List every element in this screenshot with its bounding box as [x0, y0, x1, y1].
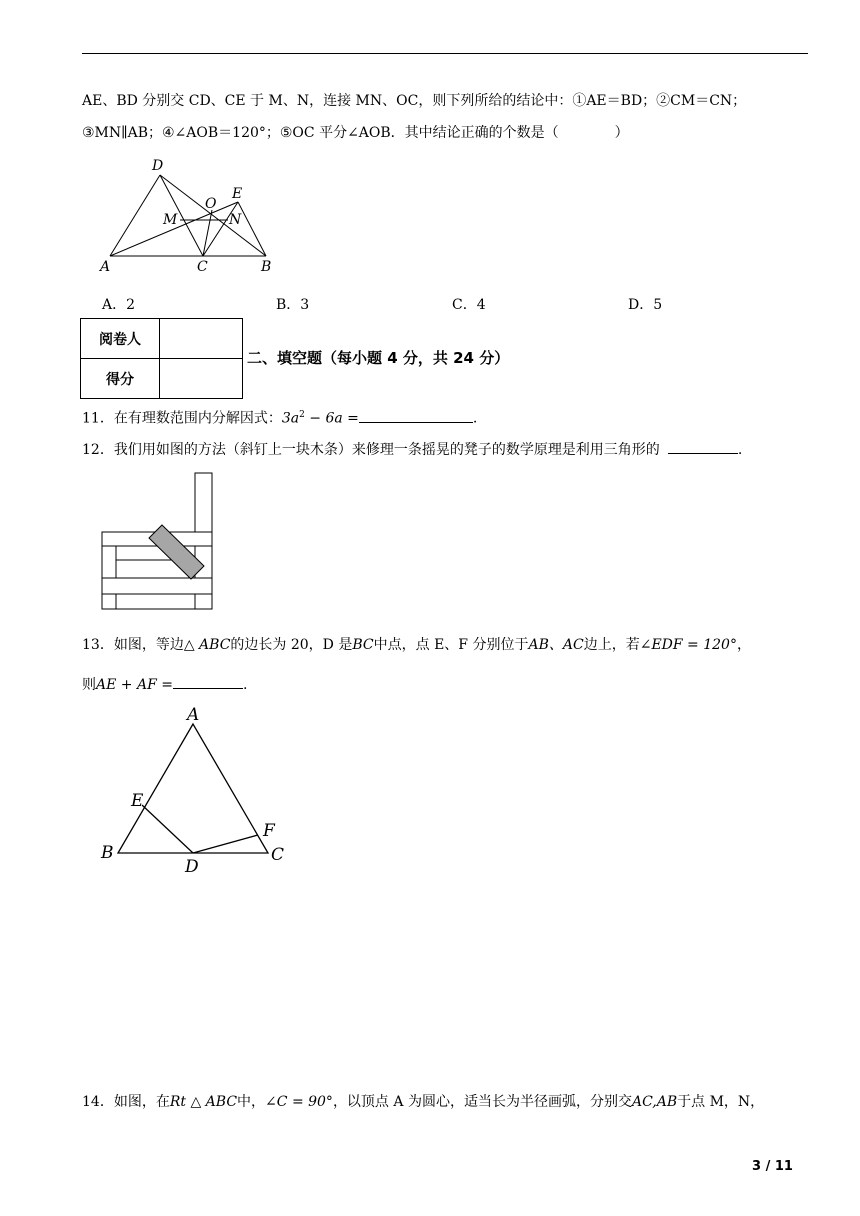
q13-expr: AE + AF = [96, 677, 173, 693]
q13-text-c: 中点，点 E、F 分别位于 [373, 637, 529, 653]
q13-angle: ∠EDF = 120° [639, 637, 737, 653]
question-12 [82, 439, 742, 460]
score-cell [160, 359, 243, 399]
q10-option-d: D．5 [628, 297, 663, 313]
q11-suffix: . [472, 410, 478, 427]
q10-option-a: A．2 [102, 297, 136, 313]
q10-label-n: N [229, 212, 242, 228]
q13-ab-ac: AB、AC [528, 637, 584, 653]
q10-label-d: D [152, 158, 164, 174]
q12-stool-figure [96, 470, 220, 612]
q14-rt-triangle: Rt △ ABC [169, 1094, 238, 1110]
page-number: 3 / 11 [752, 1159, 793, 1174]
q10-label-a: A [100, 259, 111, 275]
q13-label-b: B [101, 843, 114, 863]
q13-suffix: . [242, 677, 248, 693]
q13-text-a: 13．如图，等边 [82, 637, 184, 653]
q11-expr-b: − 6a = [304, 410, 359, 427]
q13-triangle-figure [96, 702, 296, 878]
score-label: 得分 [81, 359, 160, 399]
q12-answer-blank [668, 439, 738, 454]
q14-text-c: ，以顶点 A 为圆心，适当长为半径画弧，分别交 [332, 1094, 632, 1110]
q13-label-d: D [185, 857, 199, 877]
q14-angle: ∠C = 90° [265, 1094, 333, 1110]
question-13-line1 [82, 635, 751, 655]
q10-label-b: B [261, 259, 272, 275]
q10-text-line2: ③MN∥AB；④∠AOB＝120°；⑤OC 平分∠AOB．其中结论正确的个数是（ ） [82, 125, 629, 141]
q13-text-d: 边上，若 [583, 637, 640, 653]
q14-text-a: 14．如图，在 [82, 1094, 170, 1110]
q12-suffix: . [737, 442, 743, 458]
q12-text: 12．我们用如图的方法（斜钉上一块木条）来修理一条摇晃的凳子的数学原理是利用三角形的 [82, 442, 660, 458]
reviewer-cell [160, 319, 243, 359]
grader-box [80, 318, 243, 399]
q10-option-b: B．3 [276, 297, 310, 313]
q13-text-e: ， [736, 637, 751, 653]
question-13-line2 [82, 674, 247, 695]
q11-exponent: 2 [299, 410, 305, 420]
q10-label-c: C [197, 259, 208, 275]
q11-expr-a: 3a [281, 410, 300, 427]
q13-bc: BC [352, 637, 374, 653]
section-2-title: 二、填空题（每小题 4 分，共 24 分） [247, 349, 510, 367]
q13-label-c: C [271, 845, 285, 865]
q13-label-e: E [131, 791, 144, 811]
question-14 [82, 1092, 764, 1112]
q11-answer-blank [359, 408, 473, 423]
header-rule [82, 53, 808, 54]
q14-text-b: 中， [237, 1094, 266, 1110]
q13-text-then: 则 [82, 677, 96, 693]
q13-label-f: F [263, 821, 275, 841]
q10-text-line1: AE、BD 分别交 CD、CE 于 M、N，连接 MN、OC，则下列所给的结论中：①AE＝BD；②CM＝CN； [82, 93, 747, 109]
q14-text-d: 于点 M，N， [677, 1094, 765, 1110]
q13-text-b: 的边长为 20，D 是 [230, 637, 353, 653]
q10-label-o: O [205, 196, 217, 212]
q11-prefix: 11．在有理数范围内分解因式： [82, 410, 282, 427]
q10-option-c: C．4 [452, 297, 486, 313]
q14-ac-ab: AC,AB [631, 1094, 678, 1110]
q13-label-a: A [187, 705, 200, 725]
q13-answer-blank [173, 674, 243, 689]
q13-triangle: △ ABC [183, 637, 231, 653]
q10-label-m: M [163, 212, 178, 228]
reviewer-label: 阅卷人 [81, 319, 160, 359]
question-11 [82, 405, 477, 429]
q10-label-e: E [232, 186, 243, 202]
q10-figure [96, 152, 286, 276]
